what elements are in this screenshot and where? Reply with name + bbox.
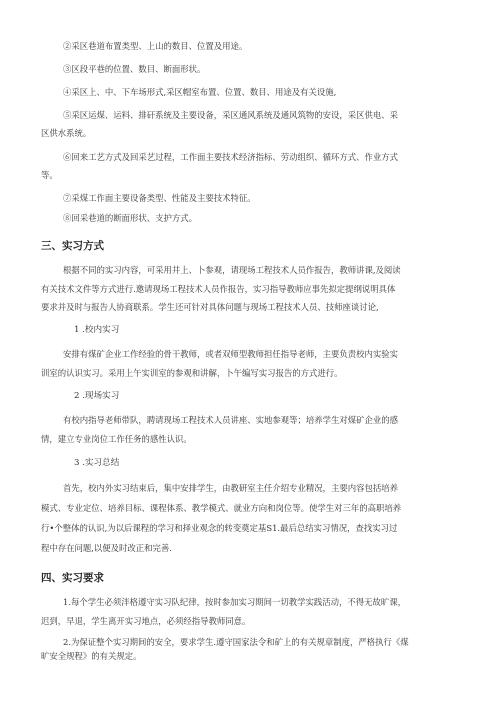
paragraph-line: 1.每个学生必须泮格遵守实习队纪律，按时参加实习期间一切教学实践活动，不得无故旷课， [63, 597, 406, 607]
paragraph-line: 2.为保证整个实习期间的安全，要求学生.遵守国家法令和矿上的有关规章制度，严格执行《煤 [63, 637, 409, 647]
list-item-continuation: 区供水系统。 [41, 128, 92, 138]
paragraph-line: 程中存在问题,以便及时改正和完善. [41, 543, 172, 553]
paragraph-line: 根据不同的实习内容，可采用井上、卜参观，请现场工程技术人员作报告，教师讲课,及阅读 [63, 265, 401, 275]
list-item: ⑤采区运煤、运料、排矸系统及主要设备，采区通风系统及通风筑物的安设，采区供电、采 [63, 110, 398, 120]
subsection-title: 3 .实习总结 [74, 458, 120, 468]
subsection-title: 2 .现场实习 [74, 391, 120, 401]
paragraph-line: 旷安全规程》的有关规定。 [41, 651, 142, 661]
paragraph-line: 情，建立专业岗位工作任务的感性认识。 [41, 434, 192, 444]
list-item: ③区段平巷的位置、数目、断面形状。 [63, 64, 206, 74]
list-item: ⑧回采巷道的断面形状、支护方式。 [63, 213, 197, 223]
paragraph-line: 有校内指导老师带队，聘请现场工程技术人员讲座、实地参观等；培养学生对煤矿企业的感 [63, 415, 398, 425]
paragraph-line: 要求并及时与报告人协商联系。学生还可针对具体问题与现场工程技术人员、技师座谈讨论, [41, 302, 379, 312]
paragraph-line: 迟到，早退，学生离开实习地点，必须经指导教师同意。 [41, 616, 251, 626]
paragraph-line: 行•个整体的认识,为以后课程的学习和择业观念的转变奠定基S1.最后总结实习情况，查找实习过 [41, 523, 398, 533]
list-item-continuation: 等。 [41, 170, 58, 180]
list-item: ⑦采煤工作面主要设备类型、性能及主要技术特征。 [63, 193, 256, 203]
paragraph-line: 首先，校内外实习结束后，集中安排学生，由教研室主任介绍专业精况，主要内容包括培养 [63, 483, 398, 493]
list-item: ②采区巷道布置类型、上山的数目、位置及用途。 [63, 41, 248, 51]
list-item: ⑥回来工艺方式及回采艺过程，工作面主要技术经济指标、劳动组织、循环方式、作业方式 [63, 152, 398, 162]
paragraph-line: 模式、专业定位、培养目标、课程体系、教学模式、就业方向和岗位等。使学生对三年的高职培养 [41, 503, 402, 513]
paragraph-line: 安排有煤矿企业工作经验的骨干教师，或者双师型教师担任指导老师，主要负责校内实验实 [63, 349, 398, 359]
section-heading: 三、实习方式 [41, 240, 104, 252]
paragraph-line: 训室的认识实习。采用上午实训室的参观和讲解，卜午编写实习报告的方式进行。 [41, 368, 343, 378]
paragraph-line: 有关技术文件等方式进行.邀请现场工程技术人员作报告，实习指导教师应事先拟定提纲说明具体 [41, 284, 396, 294]
list-item: ④采区上、中、下车场形式,采区帽室布置、位置、数目、用途及有关设施, [63, 87, 337, 97]
section-heading: 四、实习要求 [41, 572, 104, 584]
subsection-title: 1 .校内实习 [74, 325, 120, 335]
